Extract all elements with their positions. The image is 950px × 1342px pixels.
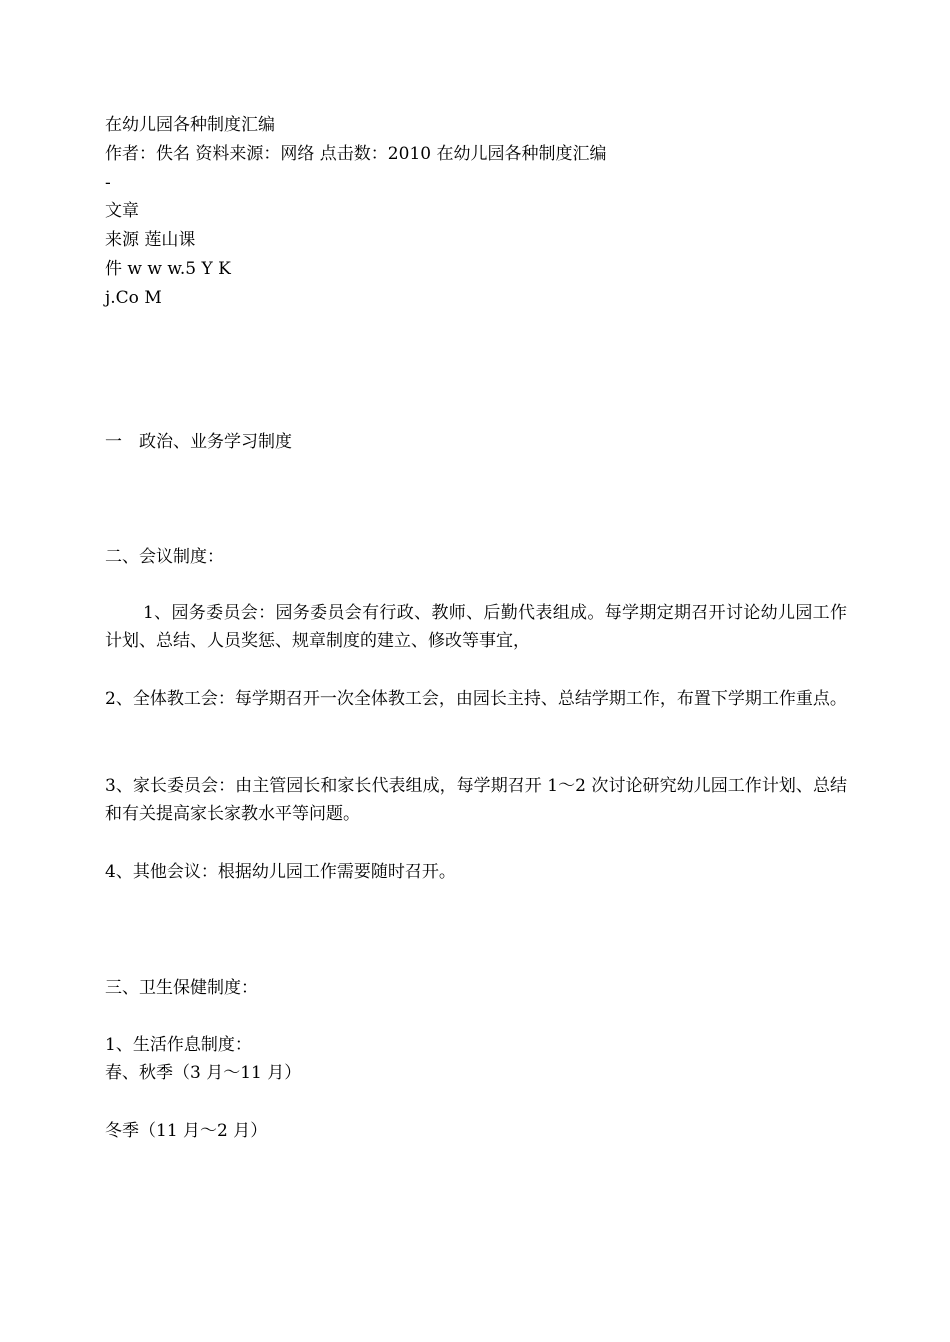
dash-line: - (105, 173, 111, 193)
season-winter: 冬季（11 月～2 月） (105, 1121, 268, 1141)
source-line: 件 w w w.5 Y K (105, 259, 231, 279)
meeting-item-4: 4、其他会议：根据幼儿园工作需要随时召开。 (105, 862, 456, 882)
source-line: j.Co M (105, 288, 162, 308)
source-line: 来源 莲山课 (105, 230, 196, 250)
season-spring-autumn: 春、秋季（3 月～11 月） (105, 1063, 302, 1083)
meeting-item-3: 3、家长委员会：由主管园长和家长代表组成，每学期召开 1～2 次讨论研究幼儿园工作计划、总结和有关提高家长家教水平等问题。 (105, 776, 847, 824)
meta-line: 作者：佚名 资料来源：网络 点击数：2010 在幼儿园各种制度汇编 (105, 144, 607, 164)
subheading-schedule: 1、生活作息制度： (105, 1035, 252, 1055)
section-heading-2: 二、会议制度： (105, 547, 224, 567)
source-line: 文章 (105, 201, 139, 221)
meeting-item-2: 2、全体教工会：每学期召开一次全体教工会，由园长主持、总结学期工作，布置下学期工作重点。 (105, 689, 847, 709)
meeting-item-1: 1、园务委员会：园务委员会有行政、教师、后勤代表组成。每学期定期召开讨论幼儿园工作计划、总结、人员奖惩、规章制度的建立、修改等事宜， (105, 603, 847, 651)
section-heading-3: 三、卫生保健制度： (105, 978, 258, 998)
section-heading-1: 一 政治、业务学习制度 (105, 432, 292, 452)
document-title: 在幼儿园各种制度汇编 (105, 115, 275, 135)
